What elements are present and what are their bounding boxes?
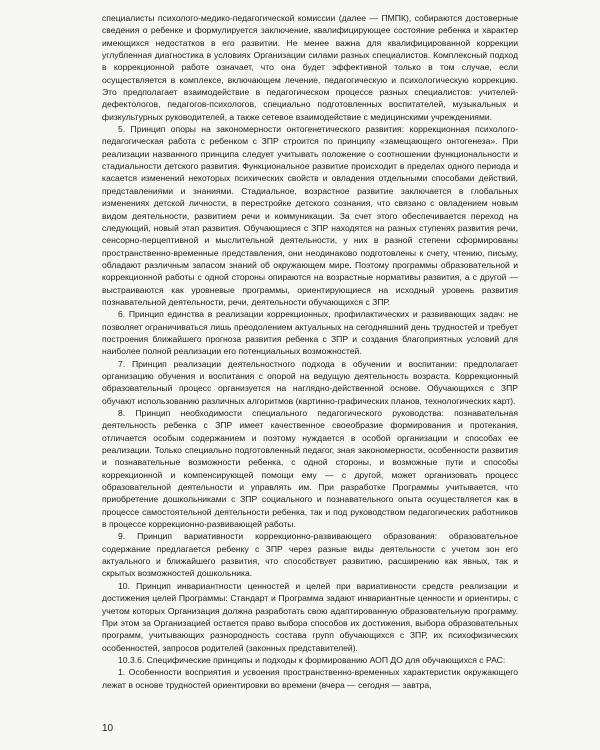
paragraph-pmpk-continuation: специалисты психолого-медико-педагогической комиссии (далее — ПМПК), собираются достоверные сведения о ребенке и формулируется заключение, квалифицирующее состояние ребенка и характер имеющихся недостатков в его развитии. Не менее важна для квалифицированной коррекции углубленная диагностика в условиях Организации силами разных специалистов. Комплексный подход в коррекционной работе означает, что она будет эффективной только в том случае, если осуществляется в комплексе, включающем лечение, педагогическую и психологическую коррекцию. Это предполагает взаимодействие в педагогическом процессе разных специалистов: учителей-дефектологов, педагогов-психологов, специально подготовленных воспитателей, музыкальных и физкультурных руководителей, а также сетевое взаимодействие с медицинскими учреждениями. — [102, 13, 518, 122]
page-number: 10 — [102, 723, 114, 734]
paragraph-section-10-3-6: 10.3.6. Специфические принципы и подходы к формированию АОП ДО для обучающихся с РАС: — [118, 654, 506, 665]
paragraph-principle-9: 9. Принцип вариативности коррекционно-развивающего образования: образовательное содержание предлагается ребенку с ЗПР через разные виды деятельности с учетом зон его актуального и ближайшего развития, что способствует развитию, расширению как явных, так и скрытых возможностей дошкольника. — [102, 531, 518, 579]
paragraph-principle-7: 7. Принцип реализации деятельностного подхода в обучении и воспитании: предполагает организацию обучения и воспитания с опорой на ведущую деятельность возраста. Коррекционный образовательный процесс организуется на наглядно-действенной основе. Обучающихся с ЗПР обучают использованию различных алгоритмов (картинно-графических планов, технологических карт). — [102, 358, 518, 406]
paragraph-principle-5: 5. Принцип опоры на закономерности онтогенетического развития: коррекционная психолого-педагогическая работа с ребенком с ЗПР строится по принципу «замещающего онтогенеза». При реализации названного принципа следует учитывать положение о соотношении функциональности и стадиальности детского развития. Функциональное развитие происходит в пределах одного периода и касается изменений некоторых психических свойств и овладения отдельными способами действий, представлениями и знаниями. Стадиальное, возрастное развитие заключается в глобальных изменениях детской личности, в перестройке детского сознания, что связано с овладением новым видом деятельности, развитием речи и коммуникации. За счет этого обеспечивается переход на следующий, новый этап развития. Обучающиеся с ЗПР находятся на разных ступенях развития речи, сенсорно-перцептивной и мыслительной деятельности, у них в разной степени сформированы пространственно-временные представления, они неодинаково подготовлены к счету, чтению, письму, обладают различным запасом знаний об окружающем мире. Поэтому программы образовательной и коррекционной работы с одной стороны опираются на возрастные нормативы развития, а с другой — выстраиваются как уровневые программы, ориентирующиеся на исходный уровень развития познавательной деятельности, речи, деятельности обучающихся с ЗПР. — [102, 124, 518, 307]
paragraph-ras-item-1: 1. Особенности восприятия и усвоения пространственно-временных характеристик окружающего лежат в основе трудностей ориентировки во времени (вчера — сегодня — завтра, — [102, 667, 518, 690]
paragraph-principle-10: 10. Принцип инвариантности ценностей и целей при вариативности средств реализации и достижения целей Программы: Стандарт и Программа задают инвариантные ценности и ориентиры, с учетом которых Организация должна разработать свою адаптированную образовательную программу. При этом за Организацией остается право выбора способов их достижения, выбора образовательных программ, учитывающих разнородность состава групп обучающихся с ЗПР, их психофизических особенностей, запросов родителей (законных представителей). — [102, 580, 518, 653]
paragraph-principle-8: 8. Принцип необходимости специального педагогического руководства: познавательная деятельность ребенка с ЗПР имеет качественное своеобразие формирования и протекания, отличается особым содержанием и поэтому нуждается в особой организации и способах ее реализации. Только специально подготовленный педагог, зная закономерности, особенности развития и познавательные возможности ребенка, с одной стороны, и возможные пути и способы коррекционной и компенсирующей помощи ему — с другой, может организовать процесс образовательной деятельности и управлять им. При разработке Программы учитывается, что приобретение дошкольниками с ЗПР социального и познавательного опыта осуществляется как в процессе самостоятельной деятельности ребенка, так и под руководством педагогических работников в процессе коррекционно-развивающей работы. — [102, 408, 518, 530]
paragraph-principle-6: 6. Принцип единства в реализации коррекционных, профилактических и развивающих задач: не позволяет ограничиваться лишь преодолением актуальных на сегодняшний день трудностей и требует построения ближайшего прогноза развития ребенка с ЗПР и создания благоприятных условий для наиболее полной реализации его потенциальных возможностей. — [102, 309, 518, 357]
text-body — [102, 12, 518, 691]
